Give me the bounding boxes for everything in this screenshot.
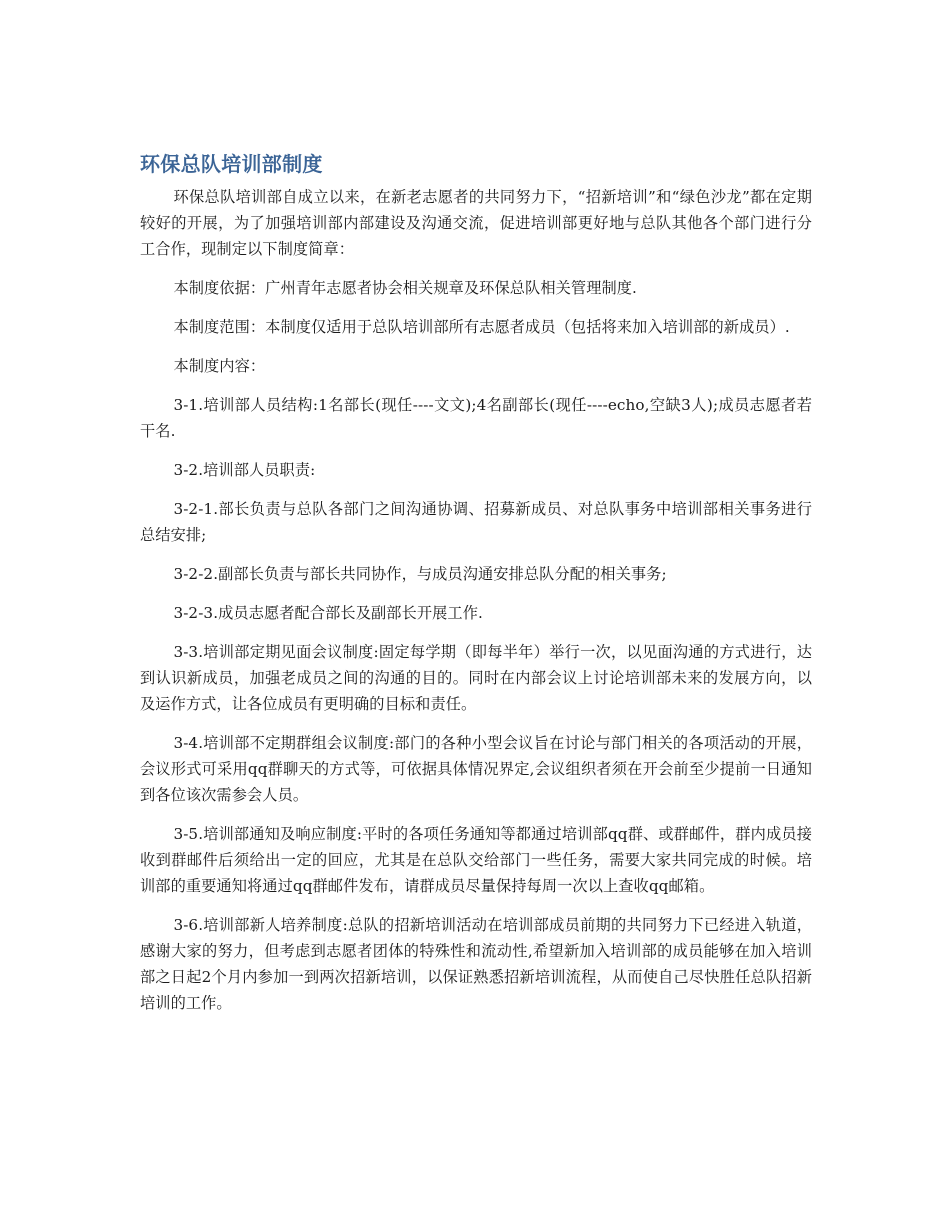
paragraph-content-heading: 本制度内容： bbox=[173, 357, 266, 375]
paragraph-3-5: 3-5.培训部通知及响应制度:平时的各项任务通知等都通过培训部qq群、或群邮件，群内成员接收到群邮件后须给出一定的回应，尤其是在总队交给部门一些任务，需要大家共同完成的时候。培训部的重要通知将通过qq群邮件发布，请群成员尽量保持每周一次以上查收qq邮箱。 bbox=[140, 825, 812, 895]
paragraph-3-2-2: 3-2-2.副部长负责与部长共同协作，与成员沟通安排总队分配的相关事务; bbox=[173, 565, 667, 583]
paragraph-3-3: 3-3.培训部定期见面会议制度:固定每学期（即每半年）举行一次，以见面沟通的方式进行，达到认识新成员，加强老成员之间的沟通的目的。同时在内部会议上讨论培训部未来的发展方向，以及运作方式，让各位成员有更明确的目标和责任。 bbox=[140, 643, 812, 713]
paragraph-basis: 本制度依据：广州青年志愿者协会相关规章及环保总队相关管理制度. bbox=[173, 279, 637, 297]
paragraph-3-2: 3-2.培训部人员职责: bbox=[173, 461, 316, 479]
paragraph-3-6: 3-6.培训部新人培养制度:总队的招新培训活动在培训部成员前期的共同努力下已经进入轨道，感谢大家的努力，但考虑到志愿者团体的特殊性和流动性,希望新加入培训部的成员能够在加入培训部之日起2个月内参加一到两次招新培训，以保证熟悉招新培训流程，从而使自己尽快胜任总队招新培训的工作。 bbox=[140, 916, 812, 1012]
paragraph-intro: 环保总队培训部自成立以来，在新老志愿者的共同努力下，“招新培训”和“绿色沙龙”都在定期较好的开展，为了加强培训部内部建设及沟通交流，促进培训部更好地与总队其他各个部门进行分工合作，现制定以下制度简章： bbox=[140, 188, 812, 258]
paragraph-3-2-3: 3-2-3.成员志愿者配合部长及副部长开展工作. bbox=[173, 604, 483, 622]
document-title: 环保总队培训部制度 bbox=[140, 152, 323, 176]
paragraph-3-4: 3-4.培训部不定期群组会议制度:部门的各种小型会议旨在讨论与部门相关的各项活动的开展，会议形式可采用qq群聊天的方式等，可依据具体情况界定,会议组织者须在开会前至少提前一日通知到各位该次需参会人员。 bbox=[140, 734, 812, 804]
document-page bbox=[140, 148, 812, 1029]
paragraph-3-2-1: 3-2-1.部长负责与总队各部门之间沟通协调、招募新成员、对总队事务中培训部相关事务进行总结安排; bbox=[140, 500, 812, 544]
paragraph-3-1: 3-1.培训部人员结构:1名部长(现任----文文);4名副部长(现任----echo,空缺3人);成员志愿者若干名. bbox=[140, 396, 812, 440]
paragraph-scope: 本制度范围：本制度仅适用于总队培训部所有志愿者成员（包括将来加入培训部的新成员）. bbox=[173, 318, 790, 336]
